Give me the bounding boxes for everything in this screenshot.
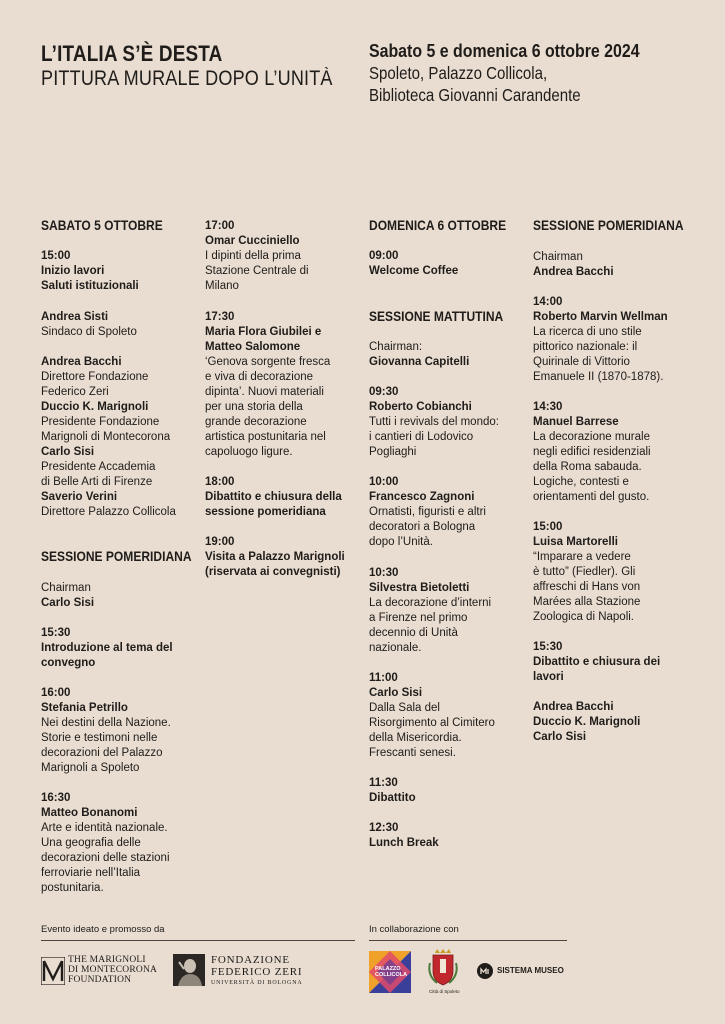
speaker-name: Silvestra Bietoletti [369,582,470,594]
talk-title: nazionale. [369,642,422,654]
talk-title: artistica postunitaria nel [205,431,326,443]
talk-title: I dipinti della prima [205,250,301,262]
talk-title: Marignoli a Spoleto [41,762,140,774]
event-location-line-1: Spoleto, Palazzo Collicola, [369,63,548,83]
time-label: 10:30 [369,567,399,579]
agenda-item: sessione pomeridiana [205,506,326,518]
session-heading: SESSIONE POMERIDIANA [41,548,192,564]
talk-title: La decorazione d’interni [369,597,492,609]
talk-title: decennio di Unità [369,627,458,639]
chairman-label: Chairman [41,582,91,594]
speaker-name: Carlo Sisi [41,446,95,458]
collaboration-label: In collaborazione con [369,924,459,935]
talk-title: Marées alla Stazione [533,596,641,608]
talk-title: Quirinale di Vittorio [533,356,630,368]
agenda-item: Introduzione al tema del [41,642,173,654]
time-label: 15:00 [533,521,563,533]
chairman-label: Chairman [533,251,583,263]
time-label: 10:00 [369,476,399,488]
talk-title: Zoologica di Napoli. [533,611,635,623]
talk-title: decorazioni del Palazzo [41,747,163,759]
speaker-name: Andrea Bacchi [533,701,614,713]
talk-title: “Imparare a vedere [533,551,631,563]
marignoli-foundation-logo [41,955,161,987]
palazzo-logo-line-1: PALAZZO [375,966,401,972]
time-label: 15:00 [41,250,71,262]
talk-title: capoluogo ligure. [205,446,293,458]
sistema-museo-label: SISTEMA MUSEO [497,966,564,975]
time-label: 11:30 [369,777,398,789]
talk-title: decorazioni delle stazioni [41,852,170,864]
time-label: 18:00 [205,476,235,488]
talk-title: Pogliaghi [369,446,417,458]
promoted-by-label: Evento ideato e promosso da [41,924,165,935]
agenda-item: Dibattito e chiusura dei [533,656,661,668]
talk-title: ‘Genova sorgente fresca [205,356,331,368]
talk-title: Tutti i revivals del mondo: [369,416,499,428]
fondazione-zeri-logo [173,953,303,987]
zeri-logo-line-1: FONDAZIONE [211,954,290,966]
agenda-item: Welcome Coffee [369,265,459,277]
talk-title: Ornatisti, figuristi e altri [369,506,486,518]
talk-title: postunitaria. [41,882,104,894]
talk-title: Milano [205,280,239,292]
speaker-role: Sindaco di Spoleto [41,326,137,338]
time-label: 15:30 [533,641,563,653]
agenda-item: Inizio lavori [41,265,105,277]
speaker-name: Luisa Martorelli [533,536,618,548]
talk-title: Arte e identità nazionale. [41,822,168,834]
speaker-name: Carlo Sisi [533,731,587,743]
talk-title: dopo l’Unità. [369,536,433,548]
day-heading: SABATO 5 OTTOBRE [41,217,163,233]
talk-title: dipinta’. Nuovi materiali [205,386,324,398]
time-label: 14:30 [533,401,563,413]
time-label: 17:30 [205,311,235,323]
speaker-role: Federico Zeri [41,386,109,398]
zeri-logo-line-2: FEDERICO ZERI [211,966,303,978]
talk-title: della Roma sabauda. [533,461,642,473]
spoleto-caption: Città di Spoleto [429,989,460,994]
talk-title: La ricerca di uno stile [533,326,642,338]
agenda-item: Visita a Palazzo Marignoli [205,551,345,563]
talk-title: Una geografia delle [41,837,141,849]
talk-title: della Misericordia. [369,732,462,744]
talk-title: orientamenti del gusto. [533,491,650,503]
event-title: L’ITALIA S’È DESTA [41,41,223,66]
talk-title: negli edifici residenziali [533,446,651,458]
time-label: 16:00 [41,687,71,699]
talk-title: a Firenze nel primo [369,612,468,624]
time-label: 16:30 [41,792,71,804]
day-heading: DOMENICA 6 OTTOBRE [369,217,507,233]
chairman-label: Chairman: [369,341,423,353]
speaker-name: Matteo Salomone [205,341,301,353]
speaker-name: Roberto Marvin Wellman [533,311,668,323]
palazzo-logo-line-2: COLLICOLA [375,972,408,978]
zeri-portrait-icon [173,954,205,986]
talk-title: Stazione Centrale di [205,265,309,277]
marignoli-logo-line-1: THE MARIGNOLI [68,955,146,965]
talk-title: e viva di decorazione [205,371,314,383]
time-label: 09:00 [369,250,399,262]
time-label: 19:00 [205,536,235,548]
chairman-name: Carlo Sisi [41,597,95,609]
speaker-name: Duccio K. Marignoli [533,716,641,728]
talk-title: Nei destini della Nazione. [41,717,171,729]
speaker-role: Presidente Fondazione [41,416,160,428]
talk-title: Dalla Sala del [369,702,440,714]
speaker-name: Andrea Sisti [41,311,109,323]
agenda-item: Dibattito [369,792,416,804]
speaker-name: Matteo Bonanomi [41,807,138,819]
palazzo-collicola-logo [369,951,411,993]
talk-title: i cantieri di Lodovico [369,431,474,443]
talk-title: Risorgimento al Cimitero [369,717,495,729]
time-label: 15:30 [41,627,71,639]
marignoli-logo-line-3: FOUNDATION [68,975,132,985]
speaker-role: Presidente Accademia [41,461,156,473]
time-label: 09:30 [369,386,399,398]
event-subtitle: PITTURA MURALE DOPO L’UNITÀ [41,67,333,90]
agenda-item: (riservata ai convegnisti) [205,566,341,578]
speaker-name: Saverio Verini [41,491,118,503]
marignoli-emblem-icon [41,957,65,985]
sistema-museo-logo [477,962,564,980]
talk-title: Emanuele II (1870-1878). [533,371,664,383]
talk-title: Storie e testimoni nelle [41,732,158,744]
session-heading: SESSIONE POMERIDIANA [533,217,684,233]
time-label: 14:00 [533,296,563,308]
session-heading: SESSIONE MATTUTINA [369,308,504,324]
talk-title: per una storia della [205,401,303,413]
agenda-item: Dibattito e chiusura della [205,491,342,503]
agenda-item: Lunch Break [369,837,439,849]
speaker-name: Maria Flora Giubilei e [205,326,322,338]
speaker-name: Andrea Bacchi [41,356,122,368]
talk-title: ferroviarie nell’Italia [41,867,141,879]
talk-title: decoratori a Bologna [369,521,476,533]
time-label: 17:00 [205,220,235,232]
talk-title: è tutto” (Fiedler). Gli [533,566,636,578]
agenda-item: convegno [41,657,96,669]
time-label: 11:00 [369,672,398,684]
talk-title: pittorico nazionale: il [533,341,638,353]
talk-title: grande decorazione [205,416,307,428]
event-date-block [369,40,684,106]
event-date: Sabato 5 e domenica 6 ottobre 2024 [369,40,640,61]
time-label: 12:30 [369,822,399,834]
agenda-item: Saluti istituzionali [41,280,139,292]
speaker-role: Marignoli di Montecorona [41,431,171,443]
speaker-name: Carlo Sisi [369,687,423,699]
speaker-name: Roberto Cobianchi [369,401,472,413]
talk-title: Frescanti senesi. [369,747,456,759]
sistema-museo-icon [477,963,493,979]
speaker-role: di Belle Arti di Firenze [41,476,153,488]
agenda-item: lavori [533,671,564,683]
spoleto-crest-logo [427,949,459,997]
marignoli-logo-line-2: DI MONTECORONA [68,965,158,975]
footer-divider-right [369,940,567,941]
speaker-name: Manuel Barrese [533,416,619,428]
spoleto-crest-icon [427,949,459,987]
speaker-name: Omar Cucciniello [205,235,300,247]
footer-divider-left [41,940,355,941]
event-title-block [41,42,380,92]
speaker-name: Duccio K. Marignoli [41,401,149,413]
talk-title: La decorazione murale [533,431,650,443]
chairman-name: Giovanna Capitelli [369,356,470,368]
speaker-name: Stefania Petrillo [41,702,128,714]
event-location-line-2: Biblioteca Giovanni Carandente [369,85,581,105]
talk-title: Logiche, contesti e [533,476,629,488]
speaker-role: Direttore Palazzo Collicola [41,506,176,518]
chairman-name: Andrea Bacchi [533,266,614,278]
talk-title: affreschi di Hans von [533,581,641,593]
speaker-role: Direttore Fondazione [41,371,149,383]
zeri-logo-line-3: UNIVERSITÀ DI BOLOGNA [211,980,303,986]
speaker-name: Francesco Zagnoni [369,491,475,503]
